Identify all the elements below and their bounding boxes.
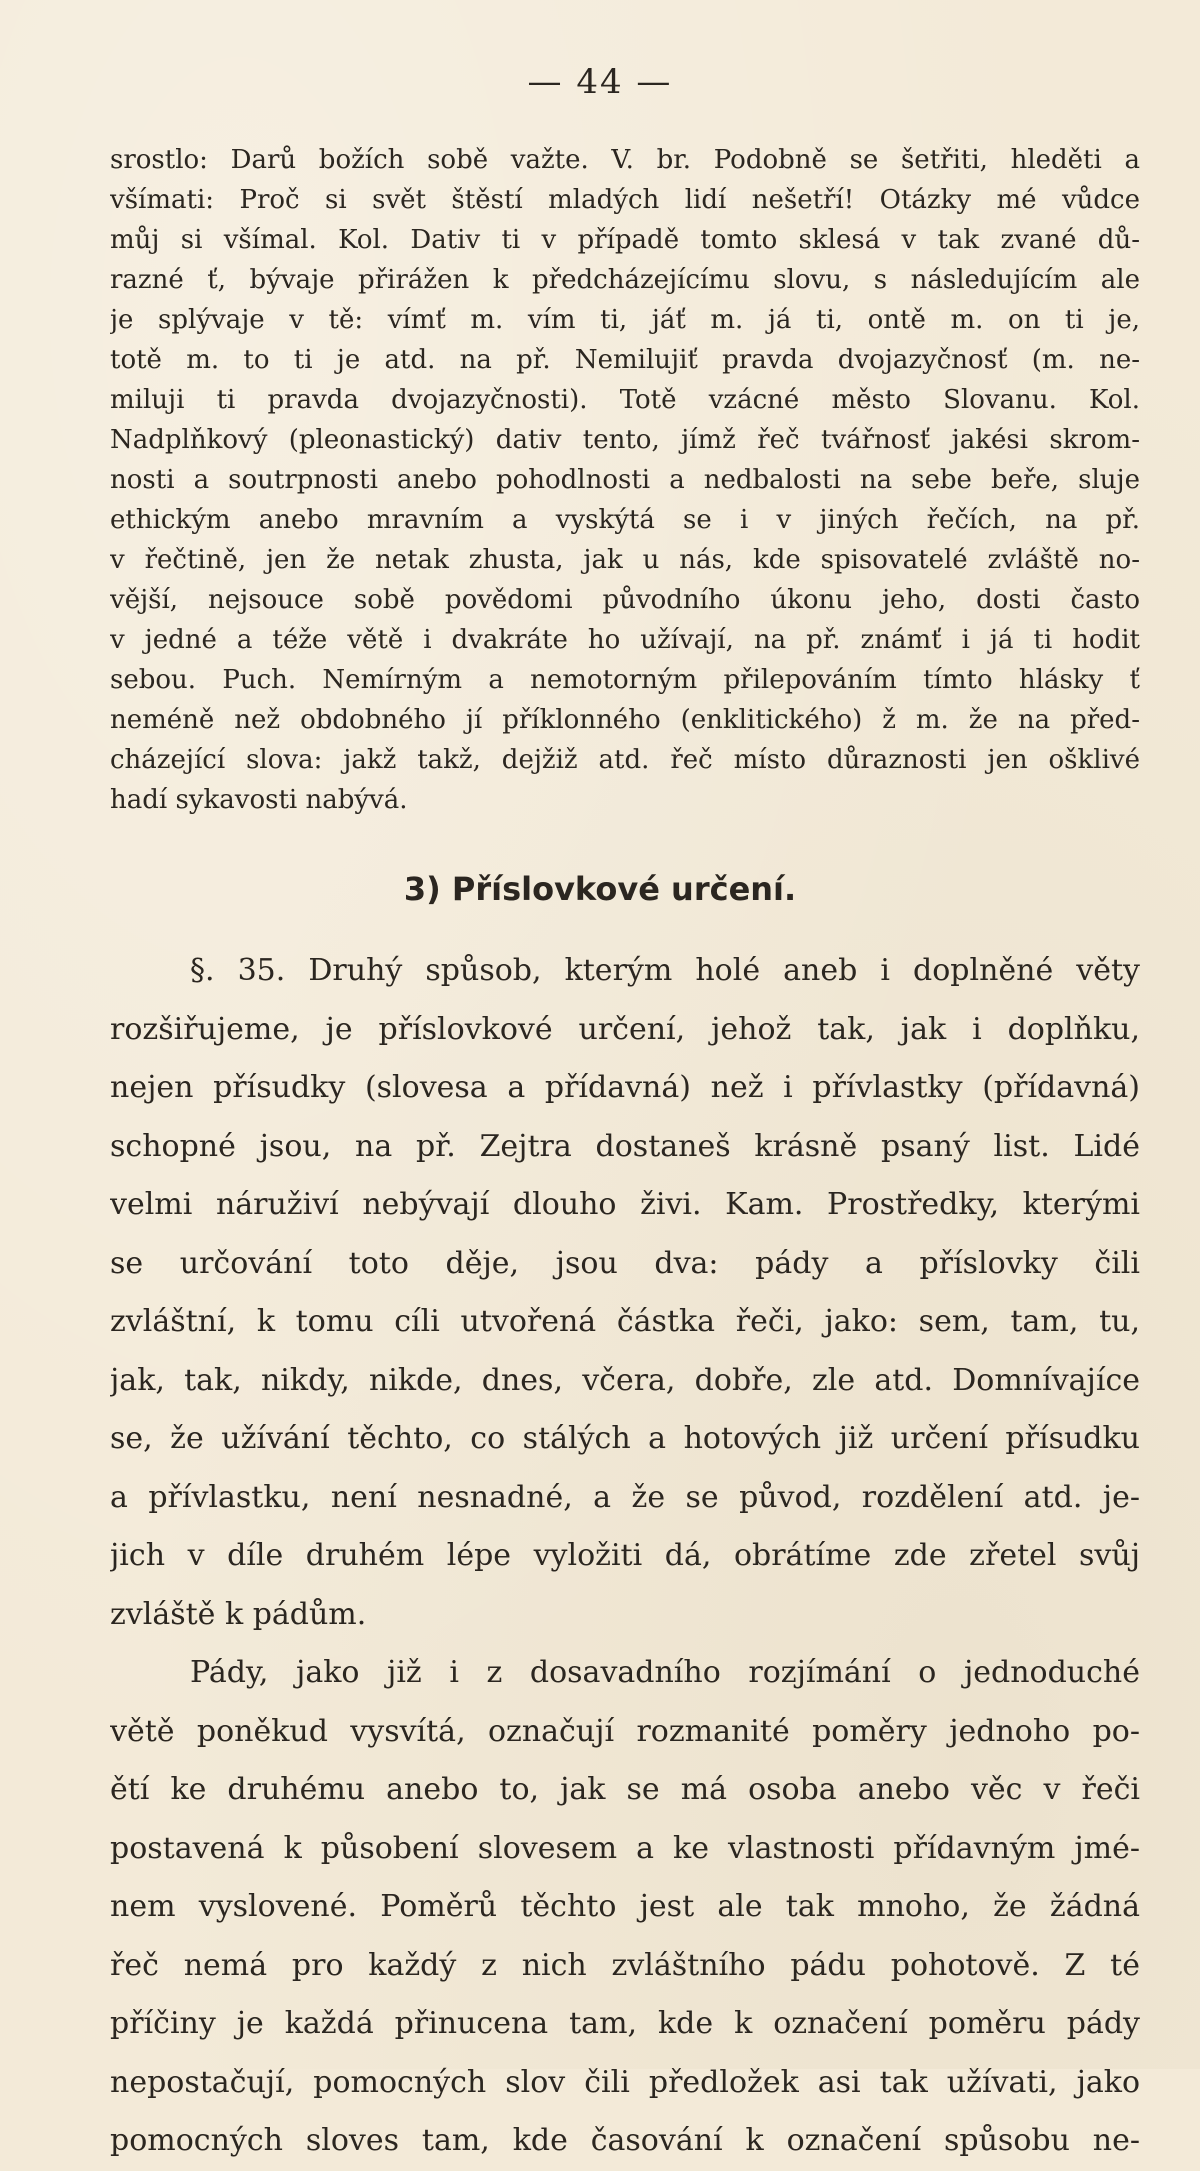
text-line: zvláště k pádům. bbox=[110, 1596, 367, 1632]
text-line: srostlo: Darů božích sobě važte. V. br. Podobně se šetřiti, hleděti a bbox=[110, 145, 1140, 175]
text-line: pomocných sloves tam, kde časování k označení spůsobu ne- bbox=[110, 2123, 1140, 2158]
text-line: větě poněkud vysvítá, označují rozmanité poměry jednoho po- bbox=[110, 1713, 1140, 1749]
text-line: jich v díle druhém lépe vyložiti dá, obrátíme zde zřetel svůj bbox=[110, 1538, 1140, 1573]
text-line: můj si všímal. Kol. Dativ ti v případě tomto sklesá v tak zvané dů- bbox=[110, 225, 1140, 255]
text-line: §. 35. Druhý spůsob, kterým holé aneb i doplněné věty bbox=[190, 953, 1140, 988]
text-line: se, že užívání těchto, co stálých a hotových již určení přísudku bbox=[110, 1421, 1140, 1456]
text-line: je splývaje v tě: vímť m. vím ti, jáť m. já ti, ontě m. on ti je, bbox=[110, 305, 1140, 335]
text-line: a přívlastku, není nesnadné, a že se původ, rozdělení atd. je- bbox=[110, 1479, 1140, 1515]
text-line: ětí ke druhému anebo to, jak se má osoba anebo věc v řeči bbox=[110, 1772, 1140, 1807]
text-line: velmi náruživí nebývají dlouho živi. Kam. Prostředky, kterými bbox=[110, 1187, 1140, 1222]
text-line: schopné jsou, na př. Zejtra dostaneš krásně psaný list. Lidé bbox=[110, 1128, 1140, 1164]
text-line: neméně než obdobného jí příklonného (enklitického) ž m. že na před- bbox=[110, 705, 1140, 735]
text-line: jak, tak, nikdy, nikde, dnes, včera, dobře, zle atd. Domnívajíce bbox=[110, 1362, 1140, 1398]
text-line: rozšiřujeme, je příslovkové určení, jehož tak, jak i doplňku, bbox=[110, 1011, 1140, 1047]
text-line: razné ť, bývaje přirážen k předcházejícímu slovu, s následujícím ale bbox=[110, 265, 1140, 295]
text-line: v řečtině, jen že netak zhusta, jak u nás, kde spisovatelé zvláště no- bbox=[110, 545, 1140, 575]
text-line: nem vyslovené. Poměrů těchto jest ale tak mnoho, že žádná bbox=[110, 1889, 1140, 1924]
text-line: řeč nemá pro každý z nich zvláštního pádu pohotově. Z té bbox=[110, 1947, 1140, 1983]
text-line: cházející slova: jakž takž, dejžiž atd. řeč místo důraznosti jen ošklivé bbox=[110, 745, 1140, 775]
text-line: Nadplňkový (pleonastický) dativ tento, jímž řeč tvářnosť jakési skrom- bbox=[110, 425, 1140, 455]
main-paragraphs bbox=[110, 942, 1140, 2171]
text-line: vější, nejsouce sobě povědomi původního úkonu jeho, dosti často bbox=[110, 585, 1140, 615]
text-line: v jedné a téže větě i dvakráte ho užívají, na př. známť i já ti hodit bbox=[110, 625, 1140, 655]
text-line: všímati: Proč si svět štěstí mladých lidí nešetří! Otázky mé vůdce bbox=[110, 185, 1140, 215]
text-line: sebou. Puch. Nemírným a nemotorným přilepováním tímto hlásky ť bbox=[110, 665, 1140, 695]
continued-paragraph bbox=[110, 140, 1140, 820]
text-line: hadí sykavosti nabývá. bbox=[110, 785, 408, 815]
text-line: příčiny je každá přinucena tam, kde k označení poměru pády bbox=[110, 2006, 1140, 2041]
text-line: nejen přísudky (slovesa a přídavná) než i přívlastky (přídavná) bbox=[110, 1070, 1140, 1105]
text-line: nosti a soutrpnosti anebo pohodlnosti a nedbalosti na sebe beře, sluje bbox=[110, 465, 1140, 495]
section-heading: 3) Příslovkové určení. bbox=[403, 870, 797, 908]
text-line: zvláštní, k tomu cíli utvořená částka řeči, jako: sem, tam, tu, bbox=[110, 1304, 1140, 1339]
text-line: postavená k působení slovesem a ke vlastnosti přídavným jmé- bbox=[110, 1830, 1140, 1866]
page-number: — 44 — bbox=[527, 62, 673, 102]
text-line: se určování toto děje, jsou dva: pády a příslovky čili bbox=[110, 1245, 1140, 1281]
text-line: Pády, jako již i z dosavadního rozjímání o jednoduché bbox=[190, 1655, 1140, 1690]
text-line: miluji ti pravda dvojazyčnosti). Totě vzácné město Slovanu. Kol. bbox=[110, 385, 1140, 415]
text-line: ethickým anebo mravním a vyskýtá se i v jiných řečích, na př. bbox=[110, 505, 1140, 535]
text-line: totě m. to ti je atd. na př. Nemilujiť pravda dvojazyčnosť (m. ne- bbox=[110, 345, 1140, 375]
text-line: nepostačují, pomocných slov čili předložek asi tak užívati, jako bbox=[110, 2064, 1140, 2100]
